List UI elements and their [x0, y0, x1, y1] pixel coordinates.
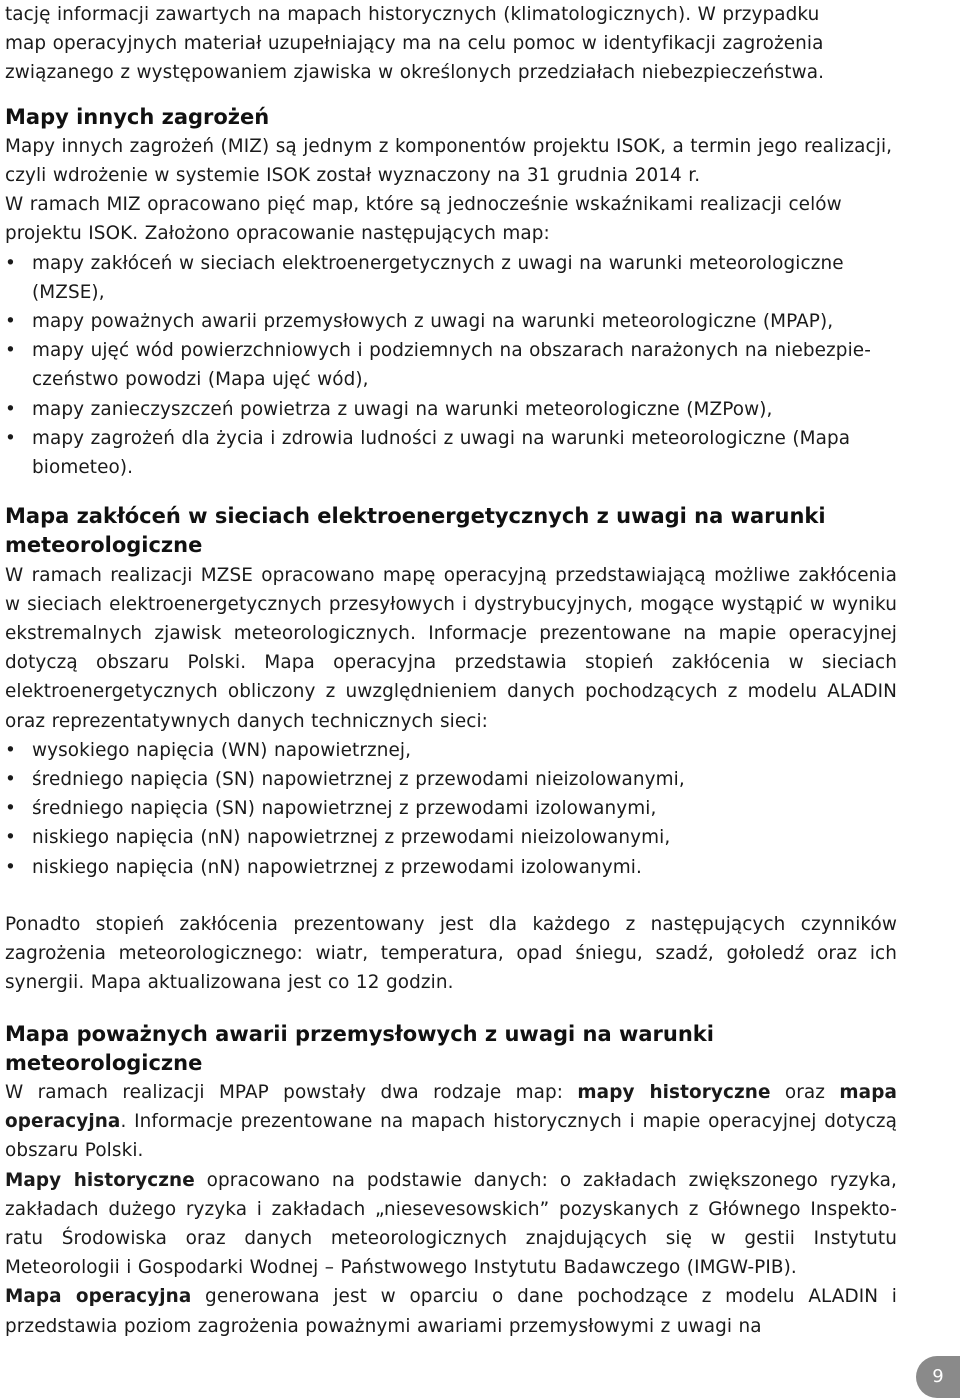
list-item — [5, 249, 897, 307]
list-item — [5, 395, 897, 424]
list-item-text: średniego napięcia (SN) napowietrznej z przewodami izolowanymi, — [32, 798, 657, 820]
list-item — [5, 853, 897, 882]
intro-line: map operacyjnych materiał uzupełniający ma na celu pomoc w identyfikacji zagrożenia — [5, 33, 824, 55]
paragraph-text: opracowano na podstawie danych: o zakładach zwiększonego ryzyka, zakładach dużego ryzyka i zakładach „niesevesowskich” pozyskanych z Głównego Inspekto-ratu Środowiska oraz danych meteorologicznych znajdujących się w gestii Instytutu Meteorologii i Gospodarki Wodnej – Państwowego Instytutu Badawczego (IMGW-PIB). — [5, 1169, 897, 1279]
intro-line: tację informacji zawartych na mapach historycznych (klimatologicznych). W przypadku — [5, 4, 820, 25]
list-item — [5, 736, 897, 765]
list-item — [5, 794, 897, 823]
miz-paragraph-2: W ramach MIZ opracowano pięć map, które są jednocześnie wskaźnikami realizacji celów projektu ISOK. Założono opracowanie następujących map: — [5, 194, 842, 245]
bold-term: Mapy historyczne — [5, 1169, 195, 1191]
bullet-icon: • — [5, 398, 16, 420]
bold-term: mapa operacyjna — [5, 1081, 897, 1133]
mpap-paragraph-2 — [5, 1166, 897, 1283]
list-item — [5, 765, 897, 794]
bold-term: Mapa operacyjna — [5, 1286, 192, 1308]
mzse-bullet-list — [5, 736, 897, 882]
mzse-paragraph-1: W ramach realizacji MZSE opracowano mapę operacyjną przedstawiającą możliwe zakłócenia w sieciach elektroenergetycznych przesyłowych i dystrybucyjnych, mogące wystąpić w wyniku ekstremalnych zjawisk meteorologicznych. Informacje prezentowane na mapie operacyjnej dotyczą obszaru Polski. Mapa operacyjna przedstawia stopień zakłócenia w sieciach elektroenergetycznych obliczony z uwzględnieniem danych pochodzących z modelu ALADIN oraz reprezentatywnych danych technicznych sieci: — [5, 564, 897, 732]
mpap-paragraph-1 — [5, 1078, 897, 1166]
miz-paragraph-1: Mapy innych zagrożeń (MIZ) są jednym z komponentów projektu ISOK, a termin jego realizacji, czyli wdrożenie w systemie ISOK został wyznaczony na 31 grudnia 2014 r. — [5, 135, 893, 187]
bullet-icon: • — [5, 252, 16, 274]
list-item-text: niskiego napięcia (nN) napowietrznej z przewodami nieizolowanymi, — [32, 827, 671, 849]
bullet-icon: • — [5, 856, 16, 878]
section-heading-miz: Mapy innych zagrożeń — [5, 104, 270, 129]
paragraph-text: W ramach realizacji MPAP powstały dwa rodzaje map: — [5, 1081, 578, 1103]
intro-line: związanego z występowaniem zjawiska w określonych przedziałach niebezpieczeństwa. — [5, 62, 825, 84]
page-number-badge: 9 — [916, 1356, 960, 1398]
section-heading-mzse: Mapa zakłóceń w sieciach elektroenergetycznych z uwagi na warunki meteorologiczne — [5, 504, 826, 558]
document-page — [5, 0, 897, 1341]
bullet-icon: • — [5, 739, 16, 761]
paragraph-text: oraz — [770, 1081, 840, 1103]
list-item-text: mapy ujęć wód powierzchniowych i podziemnych na obszarach narażonych na niebezpie-czeństwo powodzi (Mapa ujęć wód), — [32, 340, 871, 391]
bullet-icon: • — [5, 827, 16, 849]
list-item-text: mapy poważnych awarii przemysłowych z uwagi na warunki meteorologiczne (MPAP), — [32, 311, 834, 333]
bullet-icon: • — [5, 798, 16, 820]
paragraph-text: . Informacje prezentowane na mapach historycznych i mapie operacyjnej dotyczą obszaru Polski. — [5, 1111, 897, 1162]
paragraph-text: generowana jest w oparciu o dane pochodzące z modelu ALADIN i przedstawia poziom zagrożenia poważnymi awariami przemysłowymi z uwagi na — [5, 1286, 897, 1337]
list-item-text: średniego napięcia (SN) napowietrznej z przewodami nieizolowanymi, — [32, 769, 685, 791]
mzse-paragraph-2: Ponadto stopień zakłócenia prezentowany jest dla każdego z następujących czynników zagrożenia meteorologicznego: wiatr, temperatura, opad śniegu, szadź, gołoledź oraz ich synergii. Mapa aktualizowana jest co 12 godzin. — [5, 913, 897, 994]
mpap-paragraph-3 — [5, 1282, 897, 1340]
list-item-text: niskiego napięcia (nN) napowietrznej z przewodami izolowanymi. — [32, 856, 642, 878]
list-item-text: mapy zanieczyszczeń powietrza z uwagi na warunki meteorologiczne (MZPow), — [32, 398, 773, 420]
list-item-text: mapy zakłóceń w sieciach elektroenergetycznych z uwagi na warunki meteorologiczne (MZSE), — [32, 252, 844, 303]
list-item-text: mapy zagrożeń dla życia i zdrowia ludności z uwagi na warunki meteorologiczne (Mapa biometeo). — [32, 427, 851, 479]
list-item — [5, 424, 897, 482]
paragraph-gap — [5, 882, 897, 910]
list-item-text: wysokiego napięcia (WN) napowietrznej, — [32, 739, 412, 761]
bullet-icon: • — [5, 769, 16, 791]
section-heading-mpap: Mapa poważnych awarii przemysłowych z uwagi na warunki meteorologiczne — [5, 1021, 714, 1075]
bullet-icon: • — [5, 427, 16, 449]
intro-paragraph — [5, 0, 897, 88]
bold-term: mapy historyczne — [577, 1081, 771, 1103]
bullet-icon: • — [5, 340, 16, 362]
list-item — [5, 307, 897, 336]
miz-bullet-list — [5, 249, 897, 483]
bullet-icon: • — [5, 311, 16, 333]
list-item — [5, 336, 897, 394]
list-item — [5, 823, 897, 852]
